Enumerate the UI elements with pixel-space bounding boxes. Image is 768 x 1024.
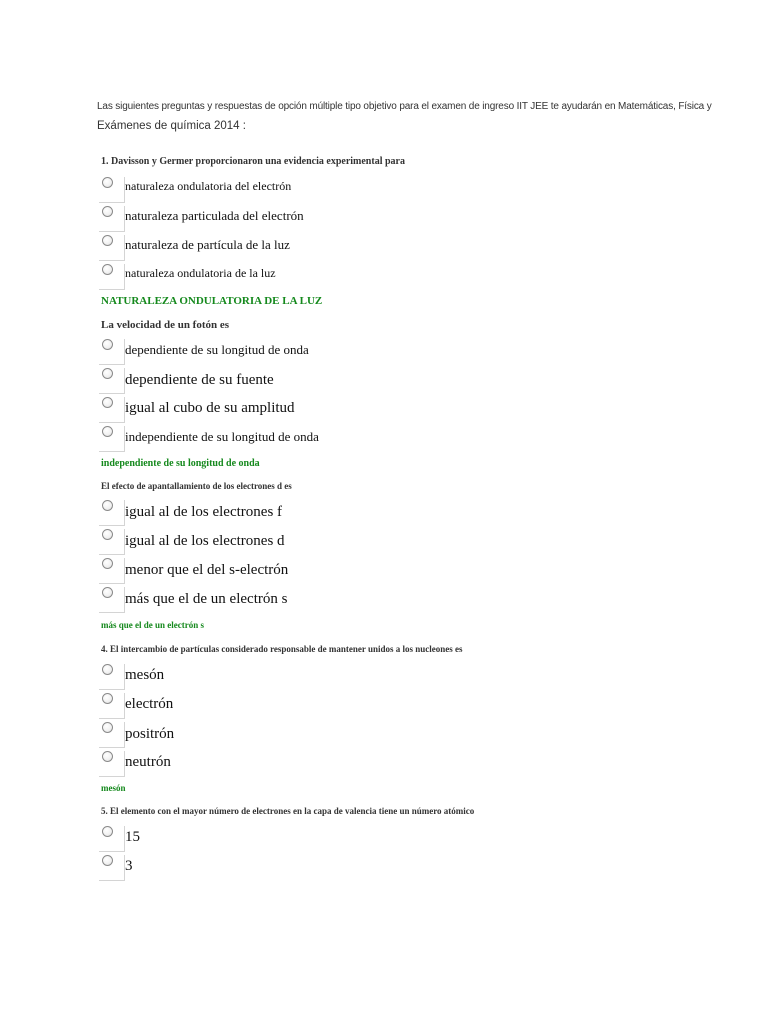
radio-button-icon[interactable]	[102, 426, 113, 437]
radio-button-icon[interactable]	[102, 558, 113, 569]
radio-button-icon[interactable]	[102, 235, 113, 246]
question-1-answer: NATURALEZA ONDULATORIA DE LA LUZ	[101, 295, 323, 307]
radio-button-icon[interactable]	[102, 339, 113, 350]
question-4-answer: mesón	[101, 783, 126, 793]
option-label: menor que el del s-electrón	[125, 562, 289, 578]
question-5-text: 5. El elemento con el mayor número de electrones en la capa de valencia tiene un número atómico	[101, 806, 475, 816]
option-label: 15	[125, 829, 140, 845]
question-4-option-2[interactable]	[99, 693, 599, 719]
question-2-option-2[interactable]	[99, 368, 599, 394]
question-2-option-1[interactable]	[99, 339, 599, 365]
option-label: naturaleza de partícula de la luz	[125, 237, 290, 252]
radio-button-icon[interactable]	[102, 264, 113, 275]
option-label: positrón	[125, 726, 175, 742]
question-2-text: La velocidad de un fotón es	[101, 319, 230, 331]
radio-button-icon[interactable]	[102, 397, 113, 408]
option-label: independiente de su longitud de onda	[125, 429, 319, 444]
radio-button-icon[interactable]	[102, 206, 113, 217]
option-label: igual al de los electrones d	[125, 533, 285, 549]
option-label: más que el de un electrón s	[125, 591, 288, 607]
question-3-text: El efecto de apantallamiento de los electrones d es	[101, 481, 292, 491]
option-label: 3	[125, 858, 133, 874]
question-3-answer: más que el de un electrón s	[101, 620, 204, 630]
question-3-option-1[interactable]	[99, 500, 599, 526]
question-2-option-3[interactable]	[99, 397, 599, 423]
radio-button-icon[interactable]	[102, 664, 113, 675]
option-label: dependiente de su fuente	[125, 372, 274, 388]
option-label: neutrón	[125, 754, 171, 770]
intro-text	[97, 100, 737, 133]
question-5-option-1[interactable]	[99, 826, 599, 852]
radio-button-icon[interactable]	[102, 368, 113, 379]
option-label: dependiente de su longitud de onda	[125, 342, 309, 357]
question-1-option-2[interactable]	[99, 206, 599, 232]
question-1-option-4[interactable]	[99, 264, 599, 290]
option-label: igual al cubo de su amplitud	[125, 400, 295, 416]
question-1-option-3[interactable]	[99, 235, 599, 261]
radio-button-icon[interactable]	[102, 587, 113, 598]
radio-button-icon[interactable]	[102, 826, 113, 837]
option-label: naturaleza ondulatoria del electrón	[125, 179, 292, 193]
radio-button-icon[interactable]	[102, 722, 113, 733]
option-label: electrón	[125, 696, 174, 712]
question-5-option-2[interactable]	[99, 855, 599, 881]
question-3-option-4[interactable]	[99, 587, 599, 613]
question-4-option-4[interactable]	[99, 751, 599, 777]
intro-line-2: Exámenes de química 2014 :	[97, 120, 246, 132]
question-1-text: 1. Davisson y Germer proporcionaron una evidencia experimental para	[101, 156, 405, 167]
option-label: naturaleza particulada del electrón	[125, 208, 304, 223]
question-2-option-4[interactable]	[99, 426, 599, 452]
radio-button-icon[interactable]	[102, 177, 113, 188]
question-4-text: 4. El intercambio de partículas considerado responsable de mantener unidos a los nucleones es	[101, 644, 463, 654]
radio-button-icon[interactable]	[102, 855, 113, 866]
option-label: mesón	[125, 667, 165, 683]
question-4-option-3[interactable]	[99, 722, 599, 748]
question-3-option-3[interactable]	[99, 558, 599, 584]
option-label: igual al de los electrones f	[125, 504, 283, 520]
question-1-option-1[interactable]	[99, 177, 599, 203]
question-3-option-2[interactable]	[99, 529, 599, 555]
radio-button-icon[interactable]	[102, 500, 113, 511]
radio-button-icon[interactable]	[102, 751, 113, 762]
question-2-answer: independiente de su longitud de onda	[101, 458, 260, 469]
radio-button-icon[interactable]	[102, 693, 113, 704]
intro-line-1: Las siguientes preguntas y respuestas de opción múltiple tipo objetivo para el examen de ingreso IIT JEE te ayudarán en Matemáticas, Física y	[97, 101, 712, 112]
radio-button-icon[interactable]	[102, 529, 113, 540]
question-4-option-1[interactable]	[99, 664, 599, 690]
option-label: naturaleza ondulatoria de la luz	[125, 266, 276, 280]
